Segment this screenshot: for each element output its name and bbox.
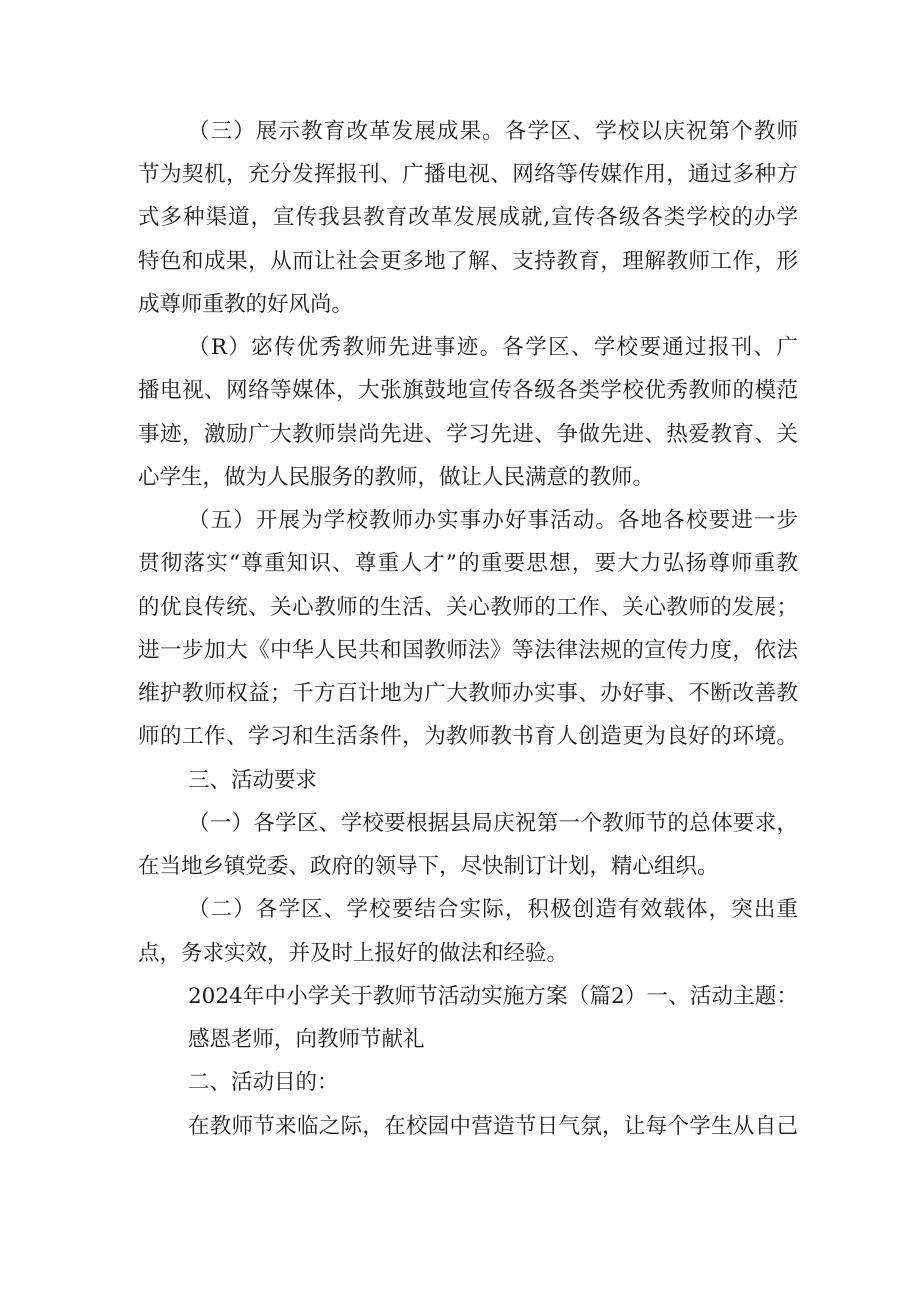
text-line: （三）展示教育改革发展成果。各学区、学校以庆祝第个教师	[188, 119, 798, 144]
text-line: 播电视、网络等媒体，大张旗鼓地宣传各级各类学校优秀教师的模范	[138, 378, 798, 403]
section-heading: 三、活动要求	[188, 768, 318, 793]
text-line: 感恩老师，向教师节献礼	[188, 1027, 425, 1052]
text-line: 在当地乡镇党委、政府的领导下，尽快制订计划，精心组织。	[138, 854, 719, 879]
text-line: 进一步加大《中华人民共和国教师法》等法律法规的宣传力度，依法	[138, 638, 798, 663]
section-heading: 二、活动目的：	[188, 1070, 339, 1095]
text-line: 成尊师重教的好风尚。	[138, 292, 354, 317]
text-line: （二）各学区、学校要结合实际，积极创造有效载体，突出重	[188, 897, 798, 922]
text-line: 师的工作、学习和生活条件，为教师教书育人创造更为良好的环境。	[138, 724, 798, 749]
text-line: （一）各学区、学校要根据县局庆祝第一个教师节的总体要求，	[188, 811, 798, 836]
text-line: 特色和成果，从而让社会更多地了解、支持教育，理解教师工作，形	[138, 249, 798, 274]
text-line: 式多种渠道，宣传我县教育改革发展成就,宣传各级各类学校的办学	[138, 205, 798, 230]
text-line: （R）宓传优秀教师先进事迹。各学区、学校要通过报刊、广	[188, 335, 798, 360]
text-line: 节为契机，充分发挥报刊、广播电视、网络等传媒作用，通过多种方	[138, 162, 798, 187]
text-line: 的优良传统、关心教师的生活、关心教师的工作、关心教师的发展；	[138, 595, 798, 620]
document-title-line: 2024年中小学关于教师节活动实施方案（篇2）一、活动主题：	[188, 984, 798, 1009]
text-line: 维护教师权益；千方百计地为广大教师办实事、办好事、不断改善教	[138, 681, 798, 706]
text-line: （五）开展为学校教师办实事办好事活动。各地各校要进一步	[188, 508, 798, 533]
text-line: 心学生，做为人民服务的教师，做让人民满意的教师。	[138, 465, 655, 490]
text-line: 贯彻落实“尊重知识、尊重人才”的重要思想，要大力弘扬尊师重教	[138, 551, 798, 576]
text-line: 在教师节来临之际，在校园中营造节日气氛，让每个学生从自己	[188, 1114, 798, 1139]
text-line: 点，务求实效，并及时上报好的做法和经验。	[138, 941, 569, 966]
text-line: 事迹，激励广大教师崇尚先进、学习先进、争做先进、热爱教育、关	[138, 422, 798, 447]
